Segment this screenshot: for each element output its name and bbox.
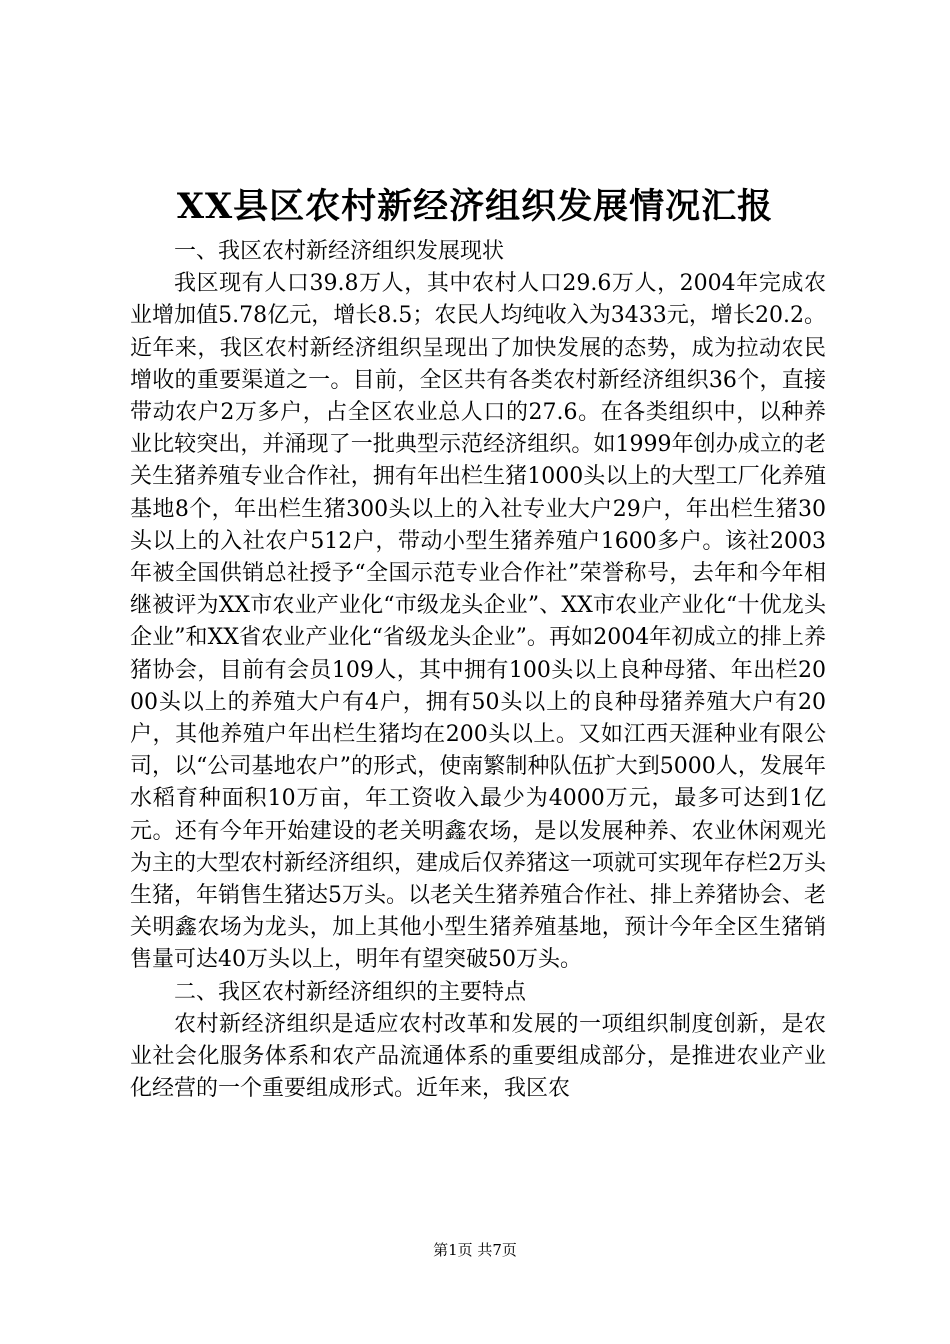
page-number: 第1页 共7页 — [433, 1241, 517, 1259]
document-title: XX县区农村新经济组织发展情况汇报 — [176, 186, 774, 227]
section-heading-1: 一、我区农村新经济组织发展现状 — [174, 239, 505, 264]
section-heading-2: 二、我区农村新经济组织的主要特点 — [174, 979, 527, 1005]
section-paragraph-2: 农村新经济组织是适应农村改革和发展的一项组织制度创新，是农业社会化服务体系和农产品流通体系的重要组成部分，是推进农业产业化经营的一个重要组成形式。近年来，我区农 — [130, 1011, 826, 1102]
document-body — [130, 236, 826, 1105]
section-paragraph-1: 我区现有人口39.8万人，其中农村人口29.6万人，2004年完成农业增加值5.78亿元，增长8.5；农民人均纯收入为3433元，增长20.2。近年来，我区农村新经济组织呈现出了加快发展的态势，成为拉动农民增收的重要渠道之一。目前，全区共有各类农村新经济组织36个，直接带动农户2万多户，占全区农业总人口的27.6。在各类组织中，以种养业比较突出，并涌现了一批典型示范经济组织。如1999年创办成立的老关生猪养殖专业合作社，拥有年出栏生猪1000头以上的大型工厂化养殖基地8个，年出栏生猪300头以上的入社专业大户29户，年出栏生猪30头以上的入社农户512户，带动小型生猪养殖户1600多户。该社2003年被全国供销总社授予“全国示范专业合作社”荣誉称号，去年和今年相继被评为XX市农业产业化“市级龙头企业”、XX市农业产业化“十优龙头企业”和XX省农业产业化“省级龙头企业”。再如2004年初成立的排上养猪协会，目前有会员109人，其中拥有100头以上良种母猪、年出栏2000头以上的养殖大户有4户，拥有50头以上的良种母猪养殖大户有20户，其他养殖户年出栏生猪均在200头以上。又如江西天涯种业有限公司，以“公司基地农户”的形式，使南繁制种队伍扩大到5000人，发展年水稻育种面积10万亩，年工资收入最少为4000万元，最多可达到1亿元。还有今年开始建设的老关明鑫农场，是以发展种养、农业休闲观光为主的大型农村新经济组织，建成后仅养猪这一项就可实现年存栏2万头生猪，年销售生猪达5万头。以老关生猪养殖合作社、排上养猪协会、老关明鑫农场为龙头，加上其他小型生猪养殖基地，预计今年全区生猪销售量可达40万头以上，明年有望突破50万头。 — [130, 271, 826, 973]
